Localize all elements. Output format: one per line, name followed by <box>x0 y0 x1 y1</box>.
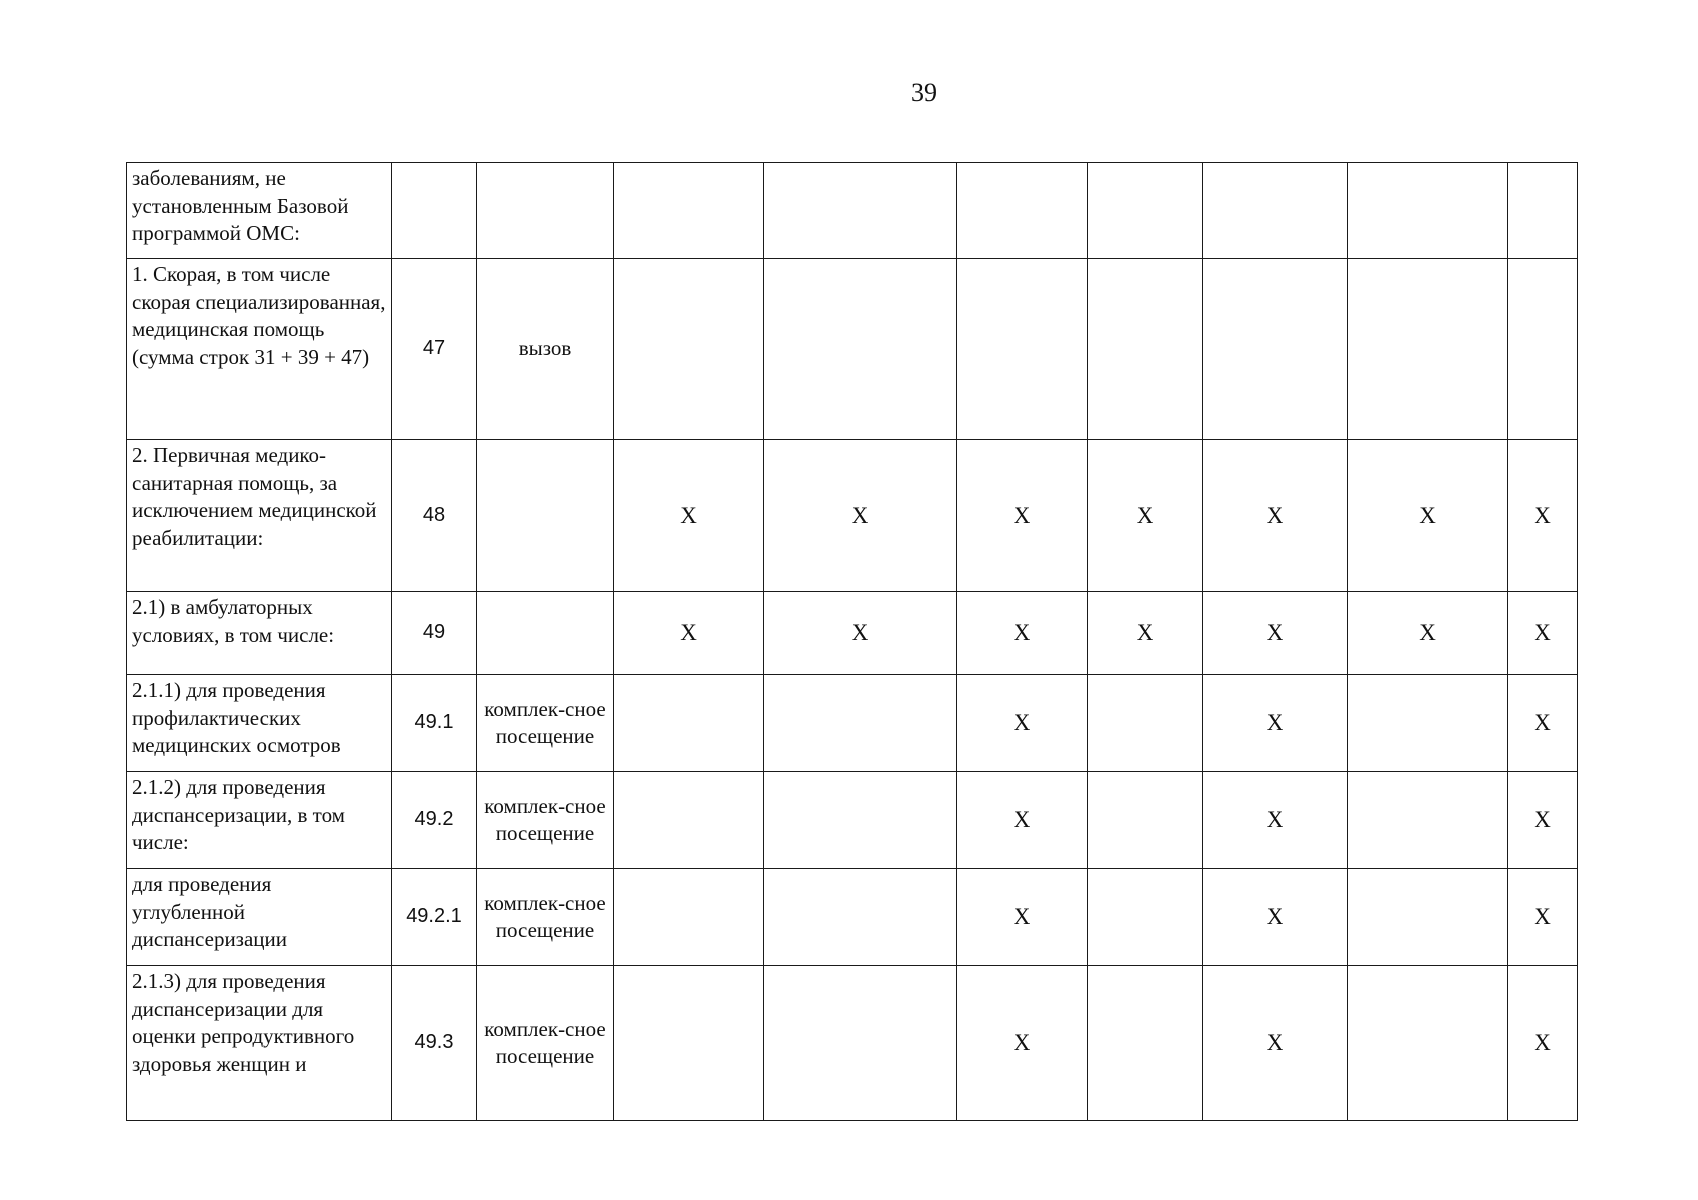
mark-cell: X <box>1088 440 1203 592</box>
row-code: 49.2 <box>392 772 477 869</box>
row-unit: комплек-сное посещение <box>477 675 614 772</box>
mark-cell: X <box>957 440 1088 592</box>
mark-cell <box>957 163 1088 259</box>
row-description: 2.1.2) для проведения диспансеризации, в том числе: <box>127 772 392 869</box>
mark-cell <box>1348 772 1508 869</box>
row-description: 2.1.3) для проведения диспансеризации для оценки репродуктивного здоровья женщин и <box>127 966 392 1121</box>
row-code: 49.1 <box>392 675 477 772</box>
row-description: 2. Первичная медико-санитарная помощь, за исключением медицинской реабилитации: <box>127 440 392 592</box>
row-description: для проведения углубленной диспансеризации <box>127 869 392 966</box>
row-unit <box>477 592 614 675</box>
mark-cell: X <box>957 592 1088 675</box>
row-unit: комплек-сное посещение <box>477 966 614 1121</box>
mark-cell: X <box>1508 966 1578 1121</box>
mark-cell <box>1348 675 1508 772</box>
mark-cell: X <box>1203 440 1348 592</box>
table-row <box>127 259 1578 440</box>
mark-cell: X <box>1508 440 1578 592</box>
mark-cell: X <box>1203 966 1348 1121</box>
mark-cell <box>614 869 764 966</box>
mark-cell: X <box>1508 675 1578 772</box>
table-row <box>127 772 1578 869</box>
row-code: 47 <box>392 259 477 440</box>
mark-cell: X <box>614 440 764 592</box>
mark-cell: X <box>1508 869 1578 966</box>
mark-cell <box>1088 675 1203 772</box>
row-code: 48 <box>392 440 477 592</box>
mark-cell <box>764 869 957 966</box>
row-unit <box>477 163 614 259</box>
mark-cell <box>1088 869 1203 966</box>
table-row <box>127 163 1578 259</box>
mark-cell: X <box>1348 440 1508 592</box>
mark-cell <box>764 259 957 440</box>
mark-cell <box>1088 772 1203 869</box>
mark-cell <box>1348 163 1508 259</box>
mark-cell: X <box>614 592 764 675</box>
mark-cell: X <box>1203 675 1348 772</box>
row-description: 2.1) в амбулаторных условиях, в том числе: <box>127 592 392 675</box>
mark-cell <box>764 163 957 259</box>
mark-cell: X <box>957 772 1088 869</box>
mark-cell <box>1088 259 1203 440</box>
mark-cell <box>764 675 957 772</box>
mark-cell: X <box>957 869 1088 966</box>
mark-cell <box>1088 163 1203 259</box>
mark-cell: X <box>764 440 957 592</box>
mark-cell <box>1203 163 1348 259</box>
row-code <box>392 163 477 259</box>
mark-cell <box>1508 163 1578 259</box>
mark-cell: X <box>1508 772 1578 869</box>
table-row <box>127 869 1578 966</box>
mark-cell: X <box>1203 772 1348 869</box>
mark-cell <box>1088 966 1203 1121</box>
mark-cell: X <box>1508 592 1578 675</box>
table-row <box>127 440 1578 592</box>
mark-cell: X <box>1203 592 1348 675</box>
mark-cell: X <box>1348 592 1508 675</box>
table-body <box>127 163 1578 1121</box>
mark-cell <box>1348 869 1508 966</box>
row-unit <box>477 440 614 592</box>
mark-cell <box>1348 966 1508 1121</box>
row-unit: вызов <box>477 259 614 440</box>
program-table <box>126 162 1578 1121</box>
mark-cell <box>1348 259 1508 440</box>
mark-cell <box>1203 259 1348 440</box>
mark-cell: X <box>764 592 957 675</box>
row-description: 1. Скорая, в том числе скорая специализированная, медицинская помощь (сумма строк 31 + 39 + 47) <box>127 259 392 440</box>
mark-cell <box>764 966 957 1121</box>
table-row <box>127 592 1578 675</box>
row-code: 49.2.1 <box>392 869 477 966</box>
table-row <box>127 966 1578 1121</box>
row-unit: комплек-сное посещение <box>477 772 614 869</box>
table-row <box>127 675 1578 772</box>
mark-cell <box>614 675 764 772</box>
mark-cell <box>764 772 957 869</box>
page-number: 39 <box>911 78 937 107</box>
row-code: 49.3 <box>392 966 477 1121</box>
row-code: 49 <box>392 592 477 675</box>
mark-cell <box>614 259 764 440</box>
mark-cell <box>1508 259 1578 440</box>
mark-cell <box>957 259 1088 440</box>
row-description: заболеваниям, не установленным Базовой программой ОМС: <box>127 163 392 259</box>
mark-cell: X <box>1088 592 1203 675</box>
row-unit: комплек-сное посещение <box>477 869 614 966</box>
mark-cell <box>614 163 764 259</box>
mark-cell: X <box>1203 869 1348 966</box>
mark-cell: X <box>957 675 1088 772</box>
row-description: 2.1.1) для проведения профилактических медицинских осмотров <box>127 675 392 772</box>
mark-cell: X <box>957 966 1088 1121</box>
mark-cell <box>614 772 764 869</box>
mark-cell <box>614 966 764 1121</box>
